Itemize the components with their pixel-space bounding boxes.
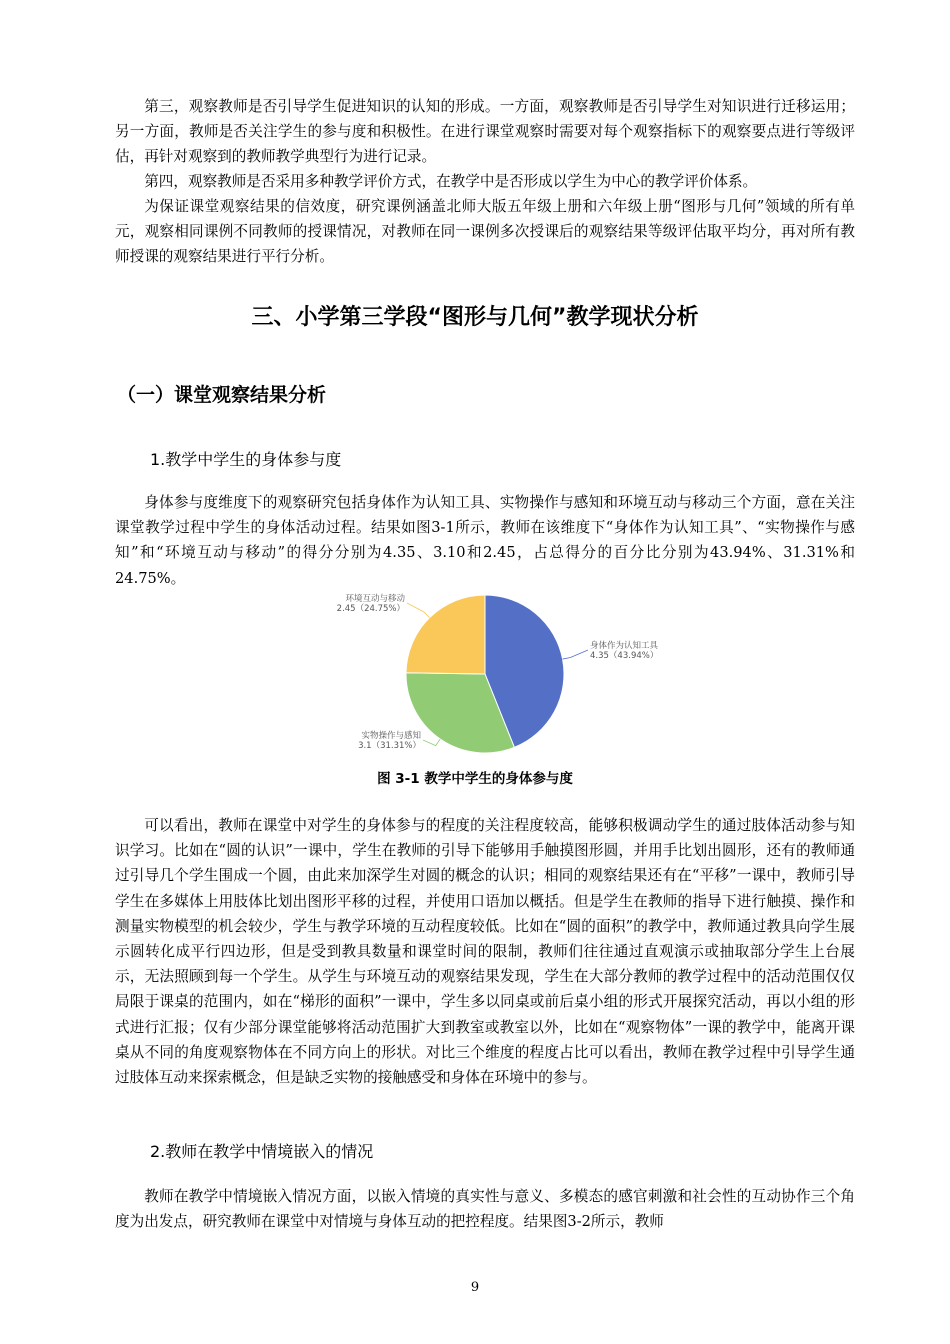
pie-leader-line [563,650,588,659]
pie-value-label: 4.35（43.94%） [590,651,659,661]
section-heading: 三、小学第三学段“图形与几何”教学现状分析 [251,305,699,330]
paragraph-4: 身体参与度维度下的观察研究包括身体作为认知工具、实物操作与感知和环境互动与移动三个方面，意在关注课堂教学过程中学生的身体活动过程。结果如图3-1所示，教师在该维度下“身体作为认知工具”、“实物操作与感知”和“环境互动与移动”的得分分别为4.35、3.10和2.45，占总得分的百分比分别为43.94%、31.31%和24.75%。 [115,494,855,587]
pie-leader-line [407,603,430,618]
paragraph-1: 第三，观察教师是否引导学生促进知识的认知的形成。一方面，观察教师是否引导学生对知识进行迁移运用；另一方面，教师是否关注学生的参与度和积极性。在进行课堂观察时需要对每个观察指标下的观察要点进行等级评估，再针对观察到的教师教学典型行为进行记录。 [115,98,855,166]
item-heading-2: 2.教师在教学中情境嵌入的情况 [150,1142,374,1161]
item-heading-1: 1.教学中学生的身体参与度 [150,450,342,469]
page-number: 9 [470,1280,480,1295]
pie-value-label: 2.45（24.75%） [336,604,405,614]
pie-category-label: 环境互动与移动 [345,594,405,604]
paragraph-5: 可以看出，教师在课堂中对学生的身体参与的程度的关注程度较高，能够积极调动学生的通过肢体活动参与知识学习。比如在“圆的认识”一课中，学生在教师的引导下能够用手触摸图形圆，并用手比划出圆形，还有的教师通过引导几个学生围成一个圆，由此来加深学生对圆的概念的认识；相同的观察结果还有在“平移”一课中，教师引导学生在多媒体上用肢体比划出图形平移的过程，并使用口语加以概括。但是学生在教师的指导下进行触摸、操作和测量实物模型的机会较少，学生与教学环境的互动程度较低。比如在“圆的面积”的教学中，教师通过教具向学生展示圆转化成平行四边形，但是受到教具数量和课堂时间的限制，教师们往往通过直观演示或抽取部分学生上台展示，无法照顾到每一个学生。从学生与环境互动的观察结果发现，学生在大部分教师的教学过程中的活动范围仅仅局限于课桌的范围内，如在“梯形的面积”一课中，学生多以同桌或前后桌小组的形式开展探究活动，再以小组的形式进行汇报；仅有少部分课堂能够将活动范围扩大到教室或教室以外，比如在“观察物体”一课的教学中，能离开课桌从不同的角度观察物体在不同方向上的形状。对比三个维度的程度占比可以看出，教师在教学过程中引导学生通过肢体互动来探索概念，但是缺乏实物的接触感受和身体在环境中的参与。 [115,817,855,1087]
pie-category-label: 身体作为认知工具 [590,641,659,651]
pie-slice [406,595,485,674]
pie-category-label: 实物操作与感知 [361,731,421,741]
subsection-heading: （一）课堂观察结果分析 [117,384,327,406]
paragraph-3: 为保证课堂观察结果的信效度，研究课例涵盖北师大版五年级上册和六年级上册“图形与几何”领域的所有单元，观察相同课例不同教师的授课情况，对教师在同一课例多次授课后的观察结果等级评估取平均分，再对所有教师授课的观察结果进行平行分析。 [115,198,855,266]
paragraph-2: 第四，观察教师是否采用多种教学评价方式，在教学中是否形成以学生为中心的教学评价体系。 [144,173,758,190]
pie-chart [320,588,660,763]
figure-caption: 图 3-1 教学中学生的身体参与度 [377,771,573,787]
pie-leader-line [423,739,440,746]
pie-value-label: 3.1（31.31%） [358,741,421,751]
paragraph-6: 教师在教学中情境嵌入情况方面，以嵌入情境的真实性与意义、多模态的感官刺激和社会性的互动协作三个角度为出发点，研究教师在课堂中对情境与身体互动的把控程度。结果图3-2所示，教师 [115,1188,855,1231]
